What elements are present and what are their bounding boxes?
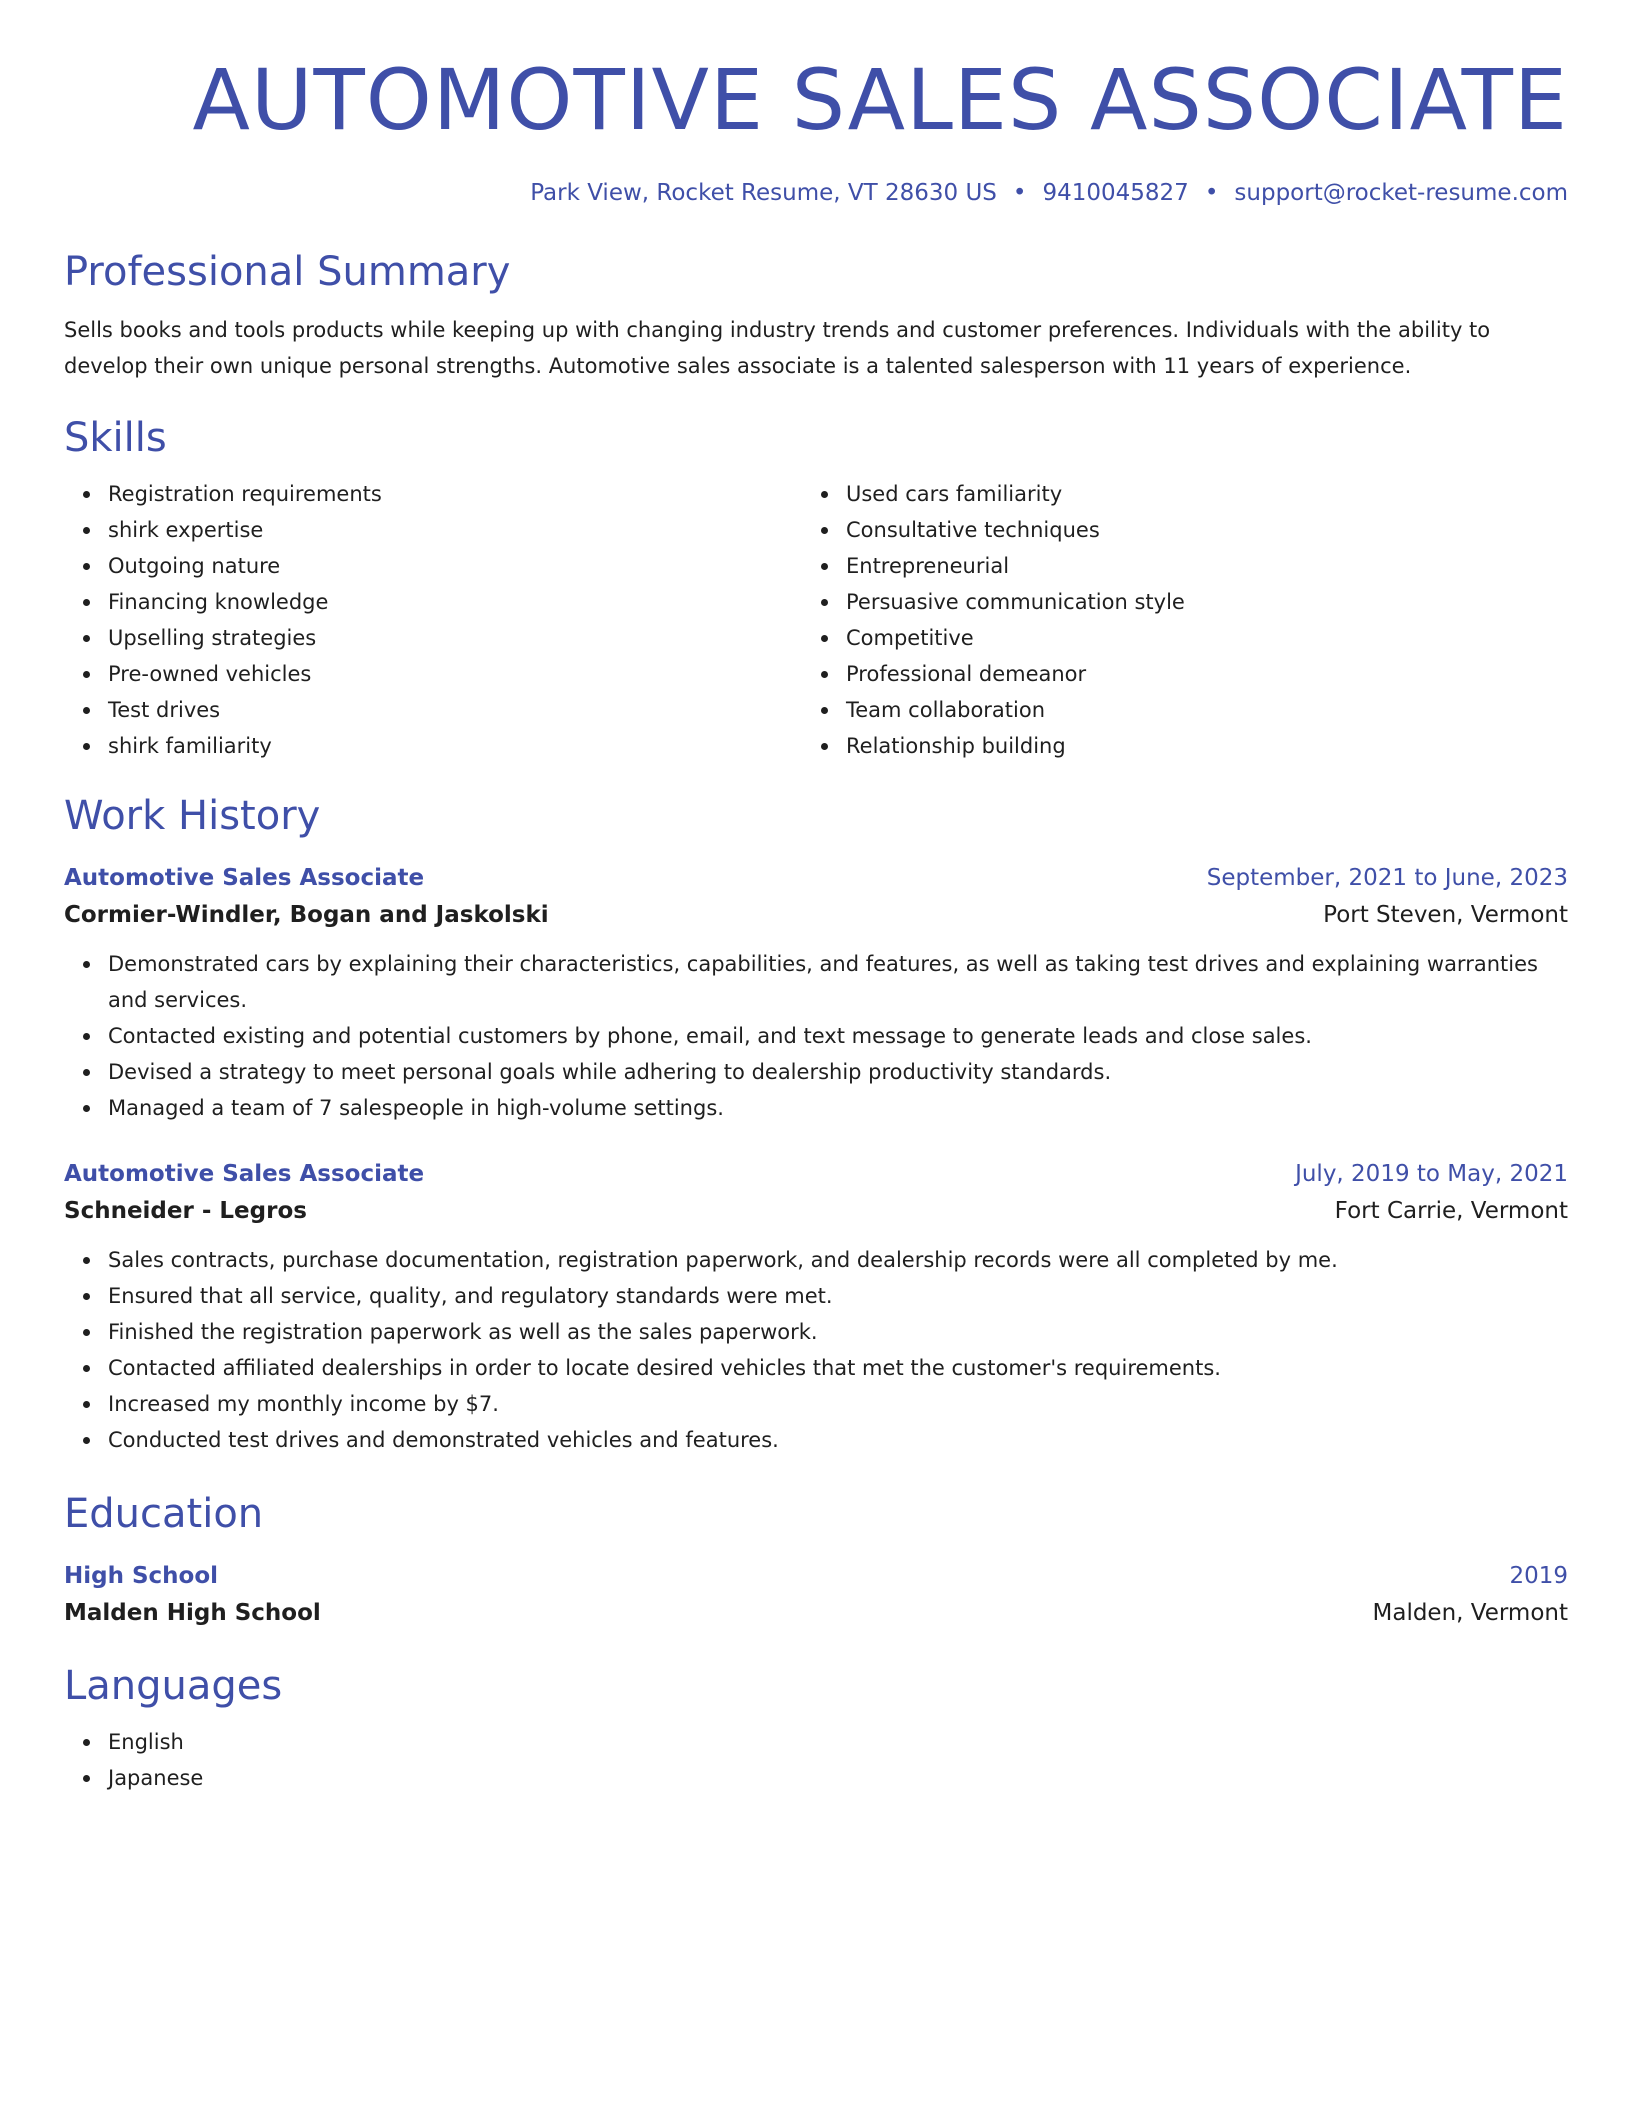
- skill-item: Team collaboration: [802, 692, 1540, 728]
- skill-item: Professional demeanor: [802, 656, 1540, 692]
- contact-email[interactable]: support@rocket-resume.com: [1234, 180, 1568, 206]
- job-bullets: [64, 946, 1568, 1126]
- job-bullets: [64, 1242, 1568, 1458]
- languages-heading: Languages: [64, 1663, 283, 1709]
- contact-address: Park View, Rocket Resume, VT 28630 US: [530, 180, 997, 206]
- language-item: Japanese: [64, 1760, 1568, 1796]
- job-bullet: Ensured that all service, quality, and regulatory standards were met.: [64, 1278, 1568, 1314]
- job-role: Automotive Sales Associate: [64, 865, 425, 891]
- education-school-row: [64, 1594, 1568, 1632]
- languages-section: [64, 1662, 1568, 1796]
- skill-item: Used cars familiarity: [802, 476, 1540, 512]
- job-dates: September, 2021 to June, 2023: [1206, 865, 1568, 891]
- skill-item: Outgoing nature: [64, 548, 802, 584]
- job-header-row: [64, 1156, 1568, 1192]
- job-company-row: [64, 1192, 1568, 1230]
- skill-item: Persuasive communication style: [802, 584, 1540, 620]
- language-item: English: [64, 1724, 1568, 1760]
- contact-separator: •: [1204, 180, 1219, 206]
- summary-section: [64, 248, 1568, 384]
- contact-phone[interactable]: 9410045827: [1042, 180, 1189, 206]
- skill-item: Test drives: [64, 692, 802, 728]
- education-location: Malden, Vermont: [1372, 1600, 1568, 1626]
- job-company-row: [64, 896, 1568, 934]
- skill-item: Consultative techniques: [802, 512, 1540, 548]
- job-bullet: Contacted affiliated dealerships in order to locate desired vehicles that met the customer's requirements.: [64, 1350, 1568, 1386]
- education-school: Malden High School: [64, 1600, 321, 1626]
- skill-item: Pre-owned vehicles: [64, 656, 802, 692]
- skill-item: Entrepreneurial: [802, 548, 1540, 584]
- job-location: Fort Carrie, Vermont: [1334, 1198, 1568, 1224]
- job-dates: July, 2019 to May, 2021: [1295, 1161, 1568, 1187]
- job-bullet: Conducted test drives and demonstrated vehicles and features.: [64, 1422, 1568, 1458]
- languages-list: [64, 1724, 1568, 1796]
- skill-item: shirk familiarity: [64, 728, 802, 764]
- job-company: Schneider - Legros: [64, 1198, 307, 1224]
- skill-item: Relationship building: [802, 728, 1540, 764]
- job-entry: [64, 860, 1568, 1126]
- job-bullet: Increased my monthly income by $7.: [64, 1386, 1568, 1422]
- job-bullet: Devised a strategy to meet personal goals while adhering to dealership productivity standards.: [64, 1054, 1568, 1090]
- skills-heading: Skills: [64, 415, 167, 461]
- skills-list-right: [802, 476, 1540, 764]
- job-company: Cormier-Windler, Bogan and Jaskolski: [64, 902, 549, 928]
- contact-line: [64, 178, 1568, 208]
- contact-separator: •: [1012, 180, 1027, 206]
- work-history-heading: Work History: [64, 793, 321, 839]
- skill-item: Competitive: [802, 620, 1540, 656]
- skill-item: Upselling strategies: [64, 620, 802, 656]
- job-bullet: Demonstrated cars by explaining their characteristics, capabilities, and features, as well as taking test drives and explaining warranties and services.: [64, 946, 1568, 1018]
- skills-columns: [64, 476, 1568, 764]
- skill-item: shirk expertise: [64, 512, 802, 548]
- job-bullet: Finished the registration paperwork as well as the sales paperwork.: [64, 1314, 1568, 1350]
- job-header-row: [64, 860, 1568, 896]
- job-role: Automotive Sales Associate: [64, 1161, 425, 1187]
- education-section: [64, 1490, 1568, 1632]
- education-header-row: [64, 1558, 1568, 1594]
- skill-item: Financing knowledge: [64, 584, 802, 620]
- education-heading: Education: [64, 1491, 264, 1537]
- candidate-title: AUTOMOTIVE SALES ASSOCIATE: [192, 51, 1568, 149]
- job-bullet: Sales contracts, purchase documentation, registration paperwork, and dealership records were all completed by me.: [64, 1242, 1568, 1278]
- skills-list-left: [64, 476, 802, 764]
- education-degree: High School: [64, 1563, 219, 1589]
- summary-heading: Professional Summary: [64, 249, 511, 295]
- job-bullet: Managed a team of 7 salespeople in high-volume settings.: [64, 1090, 1568, 1126]
- education-year: 2019: [1509, 1563, 1568, 1589]
- work-history-section: [64, 792, 1568, 1458]
- skill-item: Registration requirements: [64, 476, 802, 512]
- skills-section: [64, 414, 1568, 764]
- resume-header: [64, 0, 1568, 208]
- education-entry: [64, 1558, 1568, 1632]
- job-bullet: Contacted existing and potential customers by phone, email, and text message to generate leads and close sales.: [64, 1018, 1568, 1054]
- job-location: Port Steven, Vermont: [1323, 902, 1568, 928]
- summary-text: Sells books and tools products while keeping up with changing industry trends and customer preferences. Individuals with the ability to develop their own unique personal strengths. Automotive sales associate is a talented salesperson with 11 years of experience.: [64, 318, 1491, 378]
- job-entry: [64, 1156, 1568, 1458]
